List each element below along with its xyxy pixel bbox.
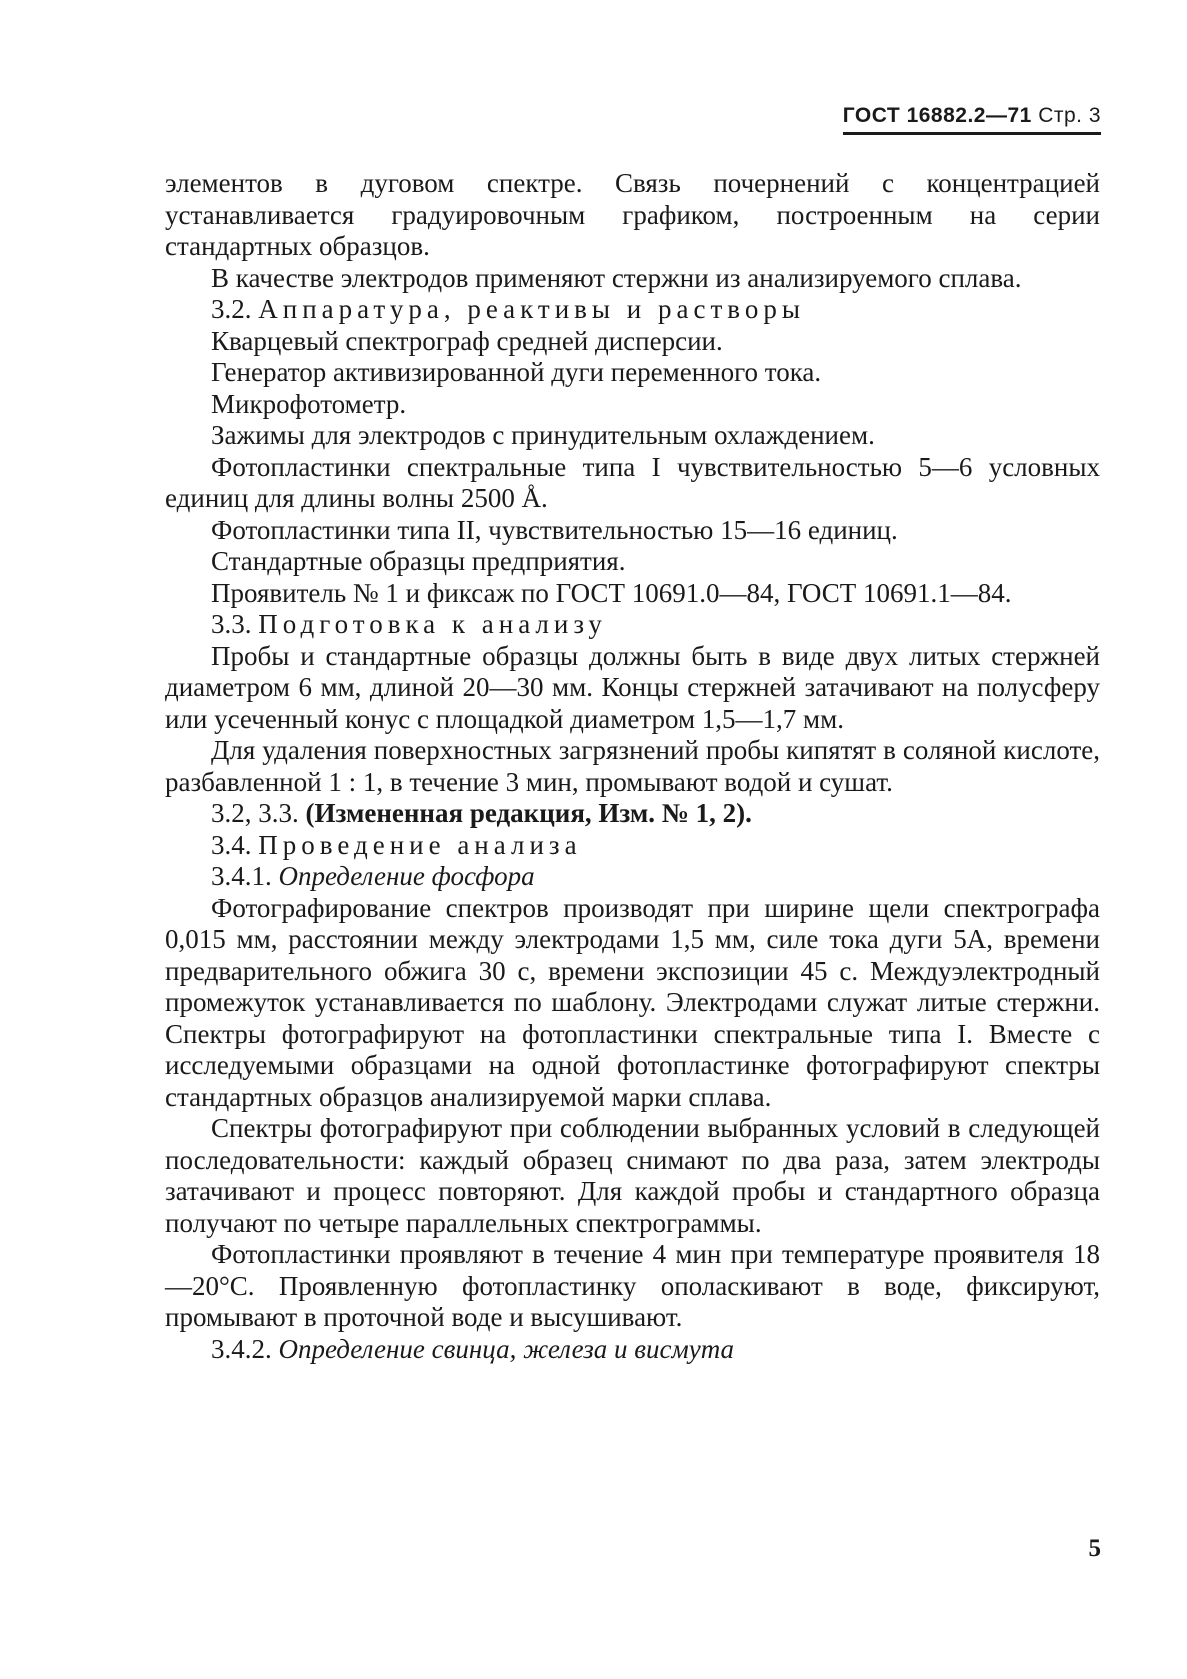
paragraph-photography: Фотографирование спектров производят при ширине щели спектрографа 0,015 мм, расстоянии между электродами 1,5 мм, силе тока дуги 5А, времени предварительного обжига 30 с, времени экспозиции 45 с. Междуэлектродный промежуток устанавливается по шаблону. Электродами служат литые стержни. Спектры фотографируют на фотопластинки спектральные типа I. Вместе с исследуемыми образцами на одной фотопластинке фотографируют спектры стандартных образцов анализируемой марки сплава. <box>165 892 1100 1112</box>
equipment-item: Кварцевый спектрограф средней дисперсии. <box>211 325 723 356</box>
section-title: Аппаратура, реактивы и растворы <box>258 294 805 324</box>
section-heading-3-2 <box>165 294 1100 326</box>
paragraph-continuation: элементов в дуговом спектре. Связь почернений с концентрацией устанавливается градуировочным графиком, построенным на серии стандартных образцов. <box>165 168 1100 261</box>
section-heading-3-4 <box>165 830 1100 862</box>
document-body <box>165 168 1100 1365</box>
equipment-item: Проявитель № 1 и фиксаж по ГОСТ 10691.0—84, ГОСТ 10691.1—84. <box>211 577 1012 608</box>
amendment-ref: 3.2, 3.3. <box>211 798 299 828</box>
equipment-item: Фотопластинки типа II, чувствительностью 15—16 единиц. <box>211 514 898 545</box>
equipment-item: Генератор активизированной дуги переменного тока. <box>211 357 822 387</box>
subsection-title: Определение свинца, железа и висмута <box>278 1333 735 1364</box>
equipment-item: Микрофотометр. <box>211 388 407 419</box>
page-number: 5 <box>1088 1535 1101 1562</box>
paragraph-sequence: Спектры фотографируют при соблюдении выбранных условий в следующей последовательности: каждый образец снимают по два раза, затем электроды затачивают и процесс повторяют. Для каждой пробы и стандартного образца получают по четыре параллельных спектрограммы. <box>165 1113 1100 1238</box>
section-title: Проведение анализа <box>258 829 582 860</box>
document-header <box>843 104 1101 135</box>
page-label: Стр. 3 <box>1038 104 1101 127</box>
gost-number: ГОСТ 16882.2—71 <box>842 104 1032 127</box>
subsection-heading-3-4-2 <box>165 1334 1100 1366</box>
section-title: Подготовка к анализу <box>258 609 607 639</box>
paragraph-samples: Пробы и стандартные образцы должны быть в виде двух литых стержней диаметром 6 мм, длиной 20—30 мм. Концы стержней затачивают на полусферу или усеченный конус с площадкой диаметром 1,5—1,7 мм. <box>165 640 1100 734</box>
paragraph-cleaning: Для удаления поверхностных загрязнений пробы кипятят в соляной кислоте, разбавленной 1 : 1, в течение 3 мин, промывают водой и сушат. <box>165 735 1100 797</box>
section-heading-3-3 <box>165 609 1100 641</box>
section-number: 3.4. <box>211 829 252 860</box>
subsection-number: 3.4.2. <box>211 1333 272 1364</box>
amendment-text: (Измененная редакция, Изм. № 1, 2). <box>305 798 752 828</box>
section-number: 3.3. <box>211 609 252 639</box>
equipment-item: Стандартные образцы предприятия. <box>211 546 626 576</box>
section-number: 3.2. <box>211 294 252 324</box>
subsection-heading-3-4-1 <box>165 861 1100 893</box>
subsection-number: 3.4.1. <box>211 861 272 891</box>
paragraph-electrodes: В качестве электродов применяют стержни из анализируемого сплава. <box>211 262 1022 293</box>
equipment-item: Зажимы для электродов с принудительным охлаждением. <box>211 420 875 450</box>
equipment-item: Фотопластинки спектральные типа I чувствительностью 5—6 условных единиц для длины волны 2500 Å. <box>165 451 1100 513</box>
subsection-title: Определение фосфора <box>278 861 535 891</box>
paragraph-developing: Фотопластинки проявляют в течение 4 мин при температуре проявителя 18—20°С. Проявленную фотопластинку ополаскивают в воде, фиксируют, промывают в проточной воде и высушивают. <box>165 1239 1100 1332</box>
amendment-note <box>165 798 1100 830</box>
